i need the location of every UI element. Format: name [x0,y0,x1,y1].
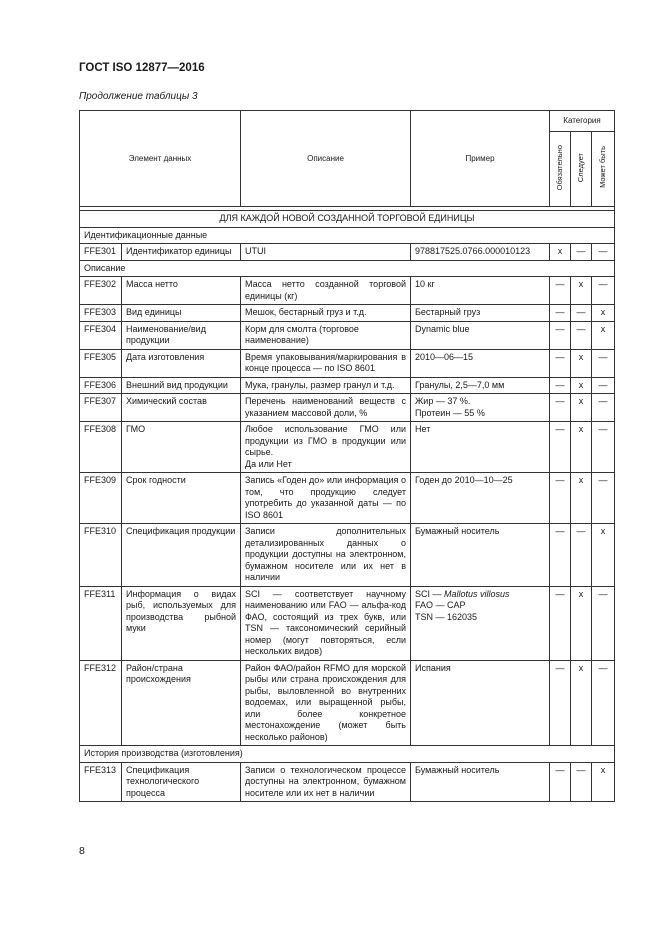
section-identification: Идентификационные данные [80,227,615,244]
data-elements-table [79,110,615,802]
table-row: FFE307 Химический состав Перечень наименований веществ с указанием массовой доли, % Жир — 37 %. Протеин — 55 % — x — [80,394,615,422]
table-row: FFE313 Спецификация технологического процесса Записи о технологическом процессе доступны на электронном, бумажном носителе или их нет в наличии Бумажный носитель — — x [80,762,615,802]
table-row: FFE312 Район/страна происхождения Район ФАО/район RFMO для морской рыбы или страна происхождения для рыбы, выловленной во внутренних водоемах, или выращенной рыбы, или более конкретное местонахождение (может быть несколько районов) Испания — x — [80,660,615,746]
table-row: FFE303 Вид единицы Мешок, бестарный груз и т.д. Бестарный груз — — x [80,305,615,322]
col-header-example: Пример [411,111,550,207]
col-header-description: Описание [241,111,411,207]
col-header-element: Элемент данных [80,111,241,207]
table-row: FFE302 Масса нетто Масса нетто созданной торговой единицы (кг) 10 кг — x — [80,277,615,305]
table-row: FFE301 Идентификатор единицы UTUI 978817525.0766.000010123 x — — [80,244,615,261]
table-row: FFE306 Внешний вид продукции Мука, гранулы, размер гранул и т.д. Гранулы, 2,5—7,0 мм — x — [80,377,615,394]
col-header-category: Категория [550,111,615,132]
table-row: FFE309 Срок годности Запись «Годен до» или информация о том, что продукцию следует употребить до указанной даты — по ISO 8601 Годен до 2010—10—25 — x — [80,473,615,524]
table-row: FFE311 Информация о видах рыб, используемых для производства рыбной муки SCI — соответствует научному наименованию или FAO — альфа-код ФАО, состоящий из трех букв, или TSN — таксономический серийный номер (могут повторяться, если нескольких видов) SCI — Mallotus villosus FAO — CAP TSN — 162035 — x — [80,586,615,660]
table-row: FFE308 ГМО Любое использование ГМО или продукции из ГМО в продукции или сырье. Да или Нет Нет — x — [80,422,615,473]
table-row: FFE310 Спецификация продукции Записи дополнительных детализированных данных о продукции доступны на электронном, бумажном носителе или их нет в наличии Бумажный носитель — — x [80,524,615,587]
header-row-top [80,111,615,132]
table-continuation-caption: Продолжение таблицы 3 [79,91,198,102]
banner-row: ДЛЯ КАЖДОЙ НОВОЙ СОЗДАННОЙ ТОРГОВОЙ ЕДИНИЦЫ [80,211,615,228]
section-history: История производства (изготовления) [80,746,615,763]
col-header-may: Может быть [592,132,615,207]
page-number: 8 [79,845,85,857]
table-row: FFE305 Дата изготовления Время упаковывания/маркирования в конце процесса — по ISO 8601 2010—06—15 — x — [80,349,615,377]
col-header-mandatory: Обязательно [550,132,571,207]
section-description: Описание [80,260,615,277]
document-title: ГОСТ ISO 12877—2016 [79,62,205,74]
col-header-should: Следует [571,132,592,207]
table-row: FFE304 Наименование/вид продукции Корм для смолта (торговое наименование) Dynamic blue — — x [80,321,615,349]
